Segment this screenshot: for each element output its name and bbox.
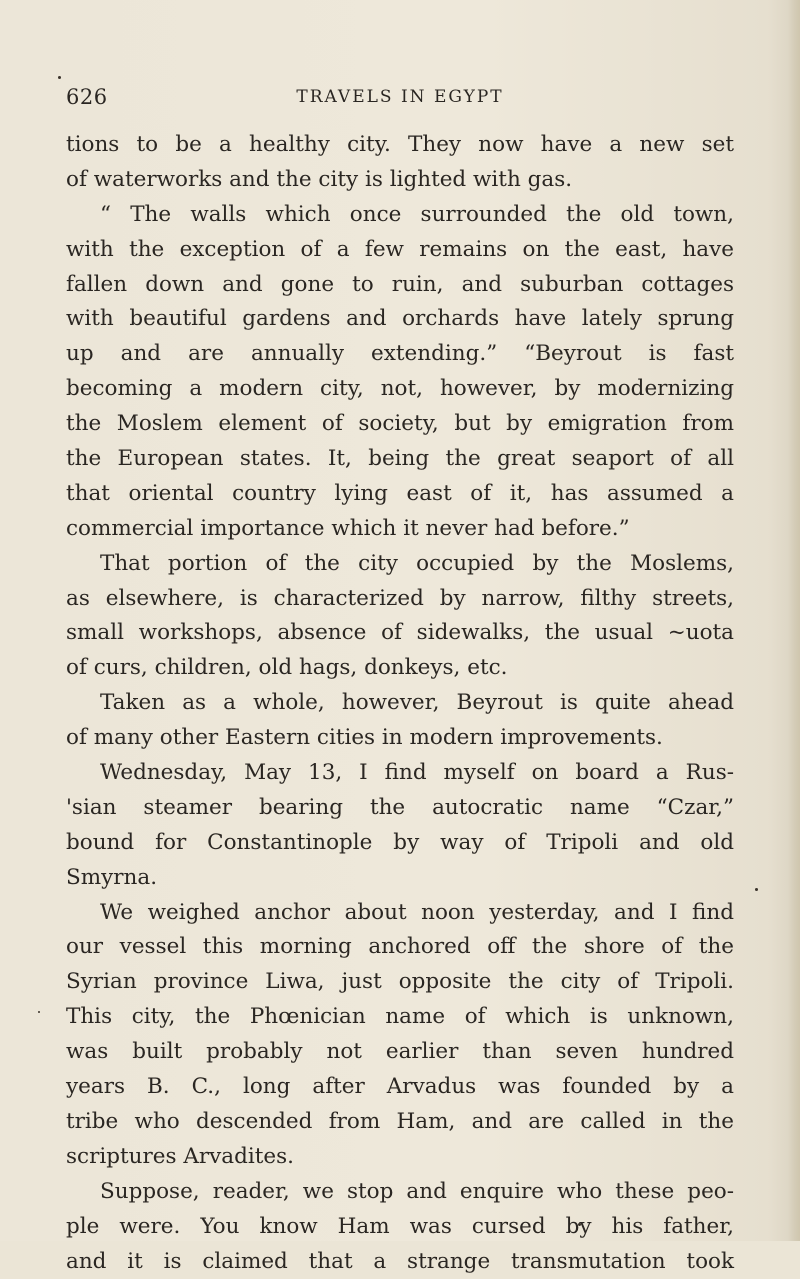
page-number: 626 (66, 85, 108, 109)
text-line: the Moslem element of society, but by emigration from (66, 407, 734, 442)
page-header (66, 85, 734, 113)
text-line: Taken as a whole, however, Beyrout is quite ahead (66, 686, 734, 721)
text-line: of curs, children, old hags, donkeys, etc. (66, 651, 734, 686)
text-line: commercial importance which it never had before.” (66, 512, 734, 547)
text-line: small workshops, absence of sidewalks, the usual ~uota (66, 616, 734, 651)
text-line: with the exception of a few remains on the east, have (66, 233, 734, 268)
text-line: becoming a modern city, not, however, by modernizing (66, 372, 734, 407)
running-head: TRAVELS IN EGYPT (216, 87, 584, 107)
text-line: We weighed anchor about noon yesterday, and I find (66, 896, 734, 931)
text-line: 'sian steamer bearing the autocratic name “Czar,” (66, 791, 734, 826)
text-line: up and are annually extending.” “Beyrout is fast (66, 337, 734, 372)
text-line: of waterworks and the city is lighted with gas. (66, 163, 734, 198)
ink-speck (755, 888, 758, 891)
text-line: tribe who descended from Ham, and are called in the (66, 1105, 734, 1140)
text-line: Suppose, reader, we stop and enquire who these peo- (66, 1175, 734, 1210)
text-line: that oriental country lying east of it, has assumed a (66, 477, 734, 512)
text-line: as elsewhere, is characterized by narrow, filthy streets, (66, 582, 734, 617)
text-line: was built probably not earlier than seven hundred (66, 1035, 734, 1070)
text-line: scriptures Arvadites. (66, 1140, 734, 1175)
text-line: of many other Eastern cities in modern improvements. (66, 721, 734, 756)
text-line: fallen down and gone to ruin, and suburban cottages (66, 268, 734, 303)
text-line: “ The walls which once surrounded the old town, (66, 198, 734, 233)
text-line: bound for Constantinople by way of Tripoli and old (66, 826, 734, 861)
text-line: Wednesday, May 13, I find myself on board a Rus- (66, 756, 734, 791)
text-line: and it is claimed that a strange transmutation took (66, 1245, 734, 1279)
text-line: our vessel this morning anchored off the shore of the (66, 930, 734, 965)
text-line: years B. C., long after Arvadus was founded by a (66, 1070, 734, 1105)
text-line: ple were. You know Ham was cursed by his father, (66, 1210, 734, 1245)
ink-speck (58, 76, 61, 79)
text-line: This city, the Phœnician name of which is unknown, (66, 1000, 734, 1035)
text-line: Smyrna. (66, 861, 734, 896)
text-line: tions to be a healthy city. They now have a new set (66, 128, 734, 163)
ink-speck (38, 1011, 40, 1013)
text-line: Syrian province Liwa, just opposite the city of Tripoli. (66, 965, 734, 1000)
page-edge-shadow (788, 0, 800, 1241)
text-line: That portion of the city occupied by the Moslems, (66, 547, 734, 582)
text-line: with beautiful gardens and orchards have lately sprung (66, 302, 734, 337)
body-text (66, 128, 734, 1279)
text-line: the European states. It, being the great seaport of all (66, 442, 734, 477)
